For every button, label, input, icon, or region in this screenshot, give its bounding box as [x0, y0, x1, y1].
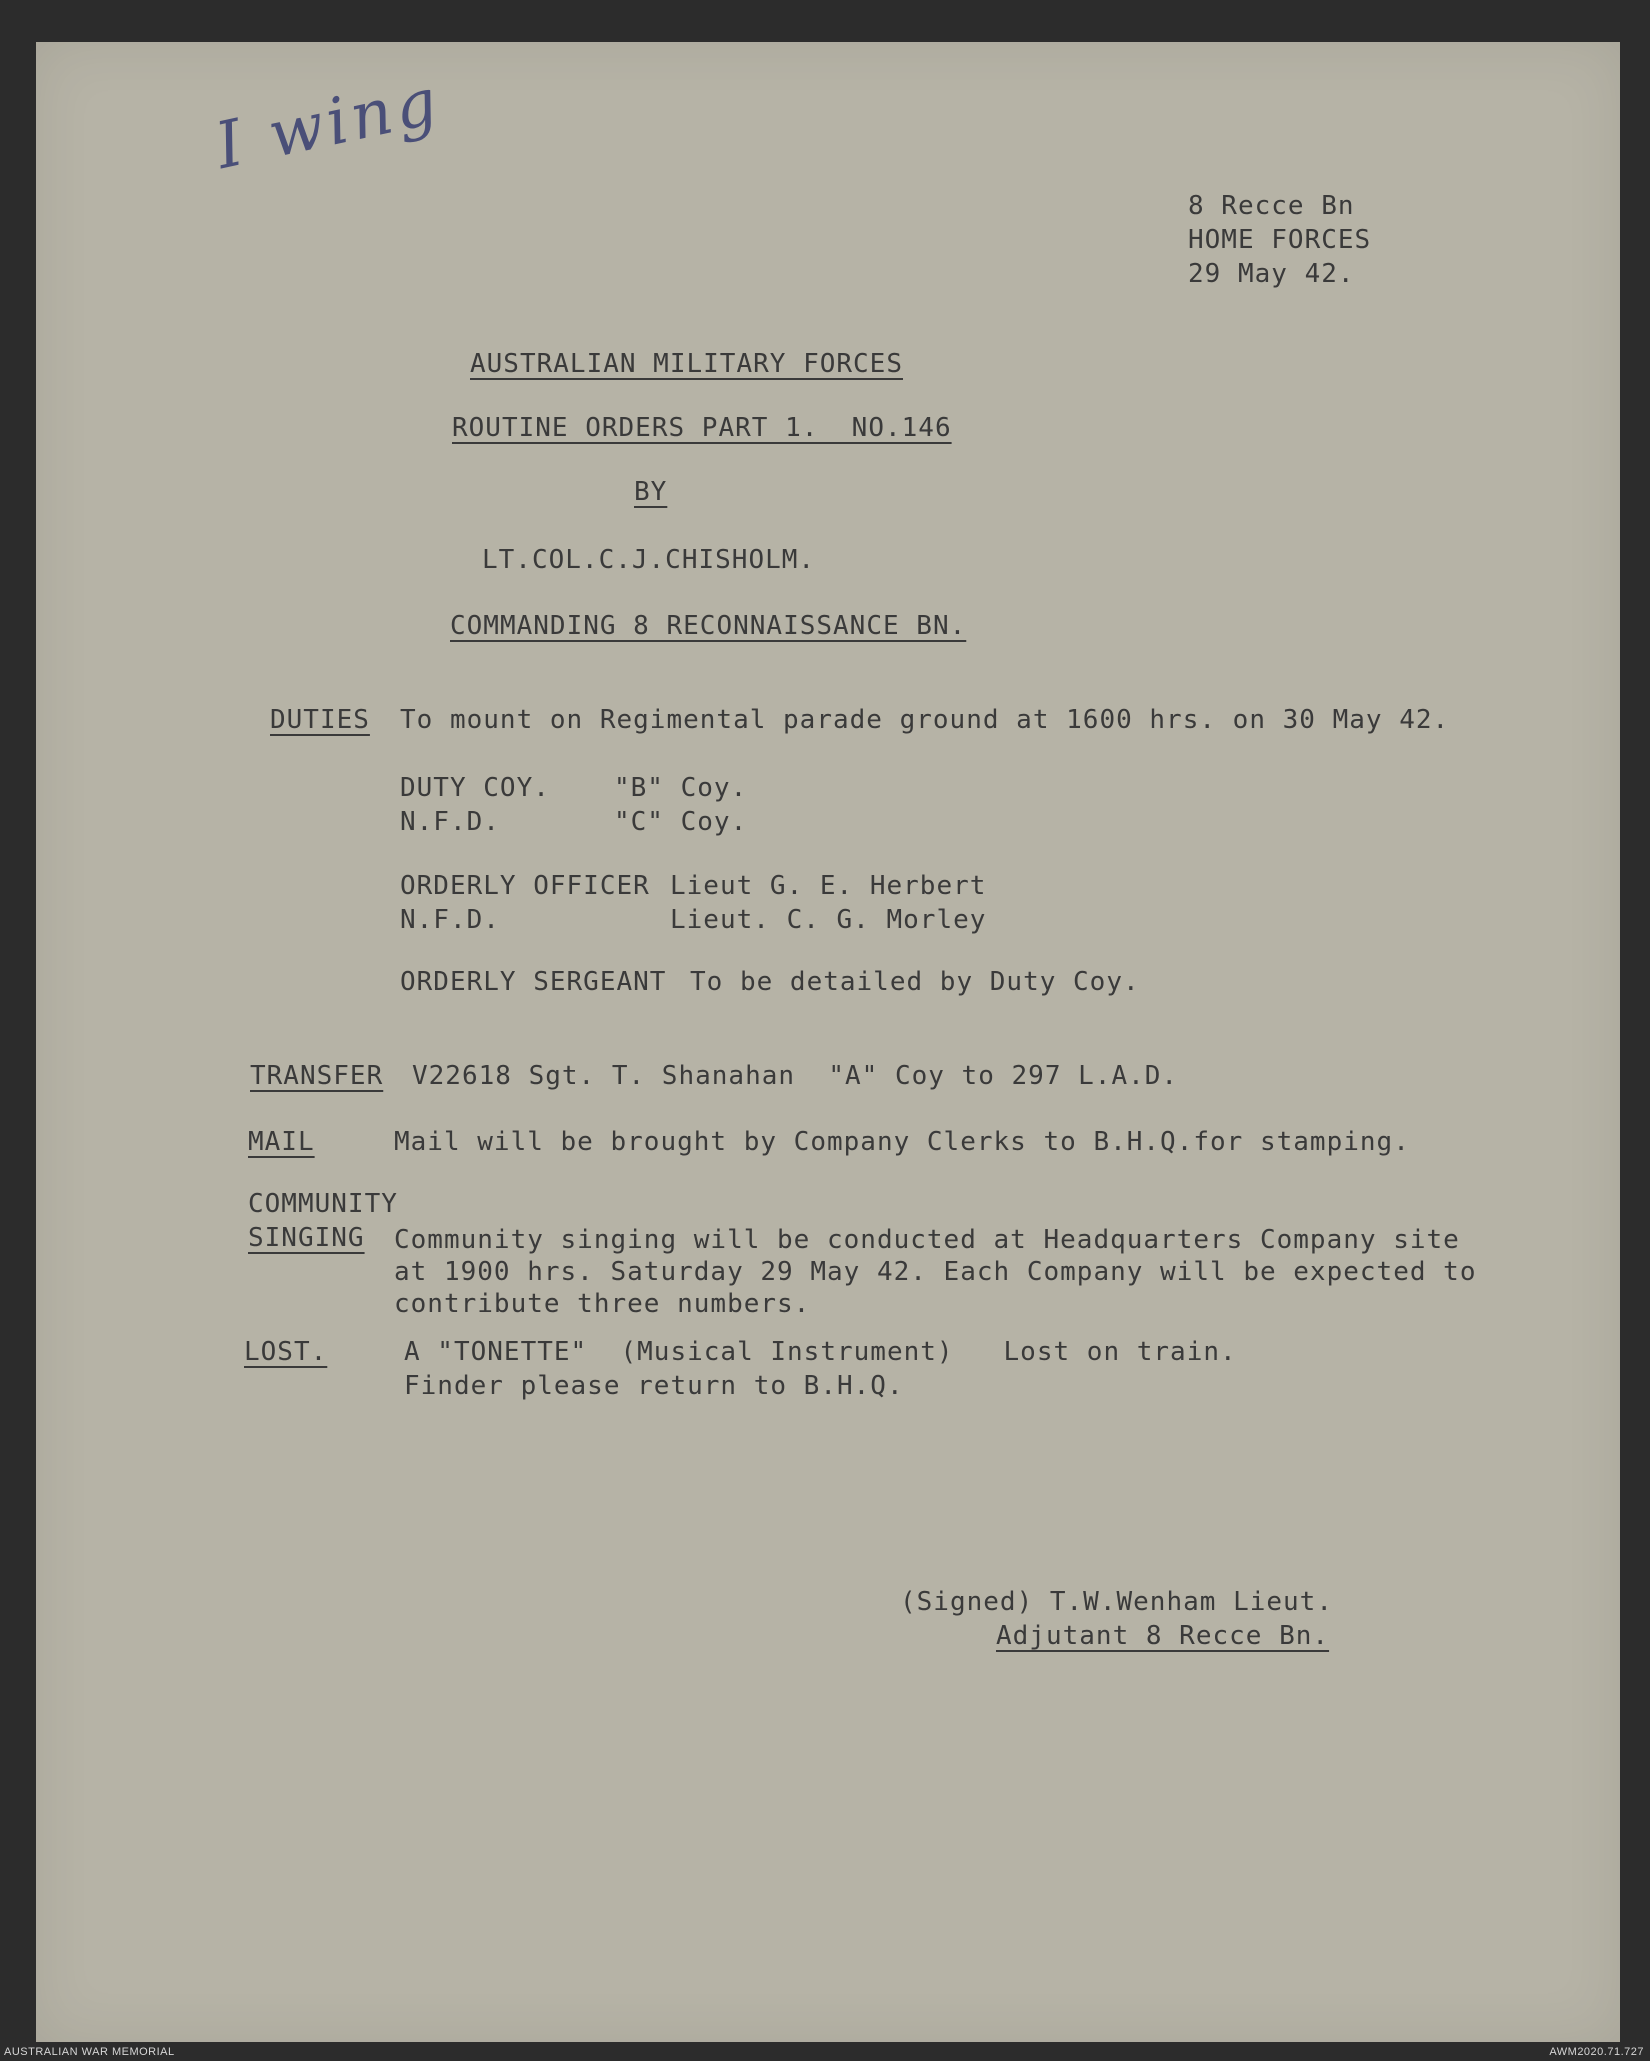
community-heading-1: COMMUNITY	[248, 1189, 398, 1219]
duties-text: To mount on Regimental parade ground at 1600 hrs. on 30 May 42.	[400, 705, 1450, 735]
community-heading-2: SINGING	[248, 1223, 365, 1253]
nfd-value-1: "C" Coy.	[614, 807, 748, 837]
title-line-4: LT.COL.C.J.CHISHOLM.	[482, 545, 816, 575]
orderly-sergeant-value: To be detailed by Duty Coy.	[690, 967, 1140, 997]
lost-line-2: Finder please return to B.H.Q.	[404, 1371, 904, 1401]
title-line-1: AUSTRALIAN MILITARY FORCES	[470, 349, 903, 379]
nfd-label-2: N.F.D.	[400, 905, 500, 935]
signature-line-1: (Signed) T.W.Wenham Lieut.	[900, 1587, 1333, 1617]
header-unit: 8 Recce Bn	[1188, 191, 1355, 221]
title-line-2: ROUTINE ORDERS PART 1. NO.146	[452, 413, 952, 443]
title-line-5: COMMANDING 8 RECONNAISSANCE BN.	[450, 611, 967, 641]
title-line-3: BY	[634, 477, 668, 507]
footer-left: AUSTRALIAN WAR MEMORIAL	[4, 2046, 175, 2058]
signature-line-2: Adjutant 8 Recce Bn.	[996, 1621, 1330, 1651]
nfd-value-2: Lieut. C. G. Morley	[670, 905, 987, 935]
duty-coy-label: DUTY COY.	[400, 773, 550, 803]
duties-heading: DUTIES	[270, 705, 370, 735]
nfd-label-1: N.F.D.	[400, 807, 500, 837]
orderly-sergeant-label: ORDERLY SERGEANT	[400, 967, 667, 997]
duty-coy-value: "B" Coy.	[614, 773, 748, 803]
orderly-officer-value: Lieut G. E. Herbert	[670, 871, 987, 901]
orderly-officer-label: ORDERLY OFFICER	[400, 871, 650, 901]
footer-right: AWM2020.71.727	[1549, 2046, 1644, 2058]
lost-heading: LOST.	[244, 1337, 328, 1367]
mail-heading: MAIL	[248, 1127, 315, 1157]
transfer-heading: TRANSFER	[250, 1061, 384, 1091]
handwritten-annotation: I wing	[209, 64, 448, 184]
header-date: 29 May 42.	[1188, 259, 1355, 289]
community-line-2: at 1900 hrs. Saturday 29 May 42. Each Company will be expected to	[394, 1257, 1477, 1287]
lost-line-1: A "TONETTE" (Musical Instrument) Lost on train.	[404, 1337, 1237, 1367]
document-page	[36, 42, 1620, 2042]
transfer-text: V22618 Sgt. T. Shanahan "A" Coy to 297 L.A.D.	[412, 1061, 1179, 1091]
community-line-1: Community singing will be conducted at Headquarters Company site	[394, 1225, 1460, 1255]
community-line-3: contribute three numbers.	[394, 1289, 811, 1319]
mail-text: Mail will be brought by Company Clerks to B.H.Q.for stamping.	[394, 1127, 1410, 1157]
header-forces: HOME FORCES	[1188, 225, 1372, 255]
